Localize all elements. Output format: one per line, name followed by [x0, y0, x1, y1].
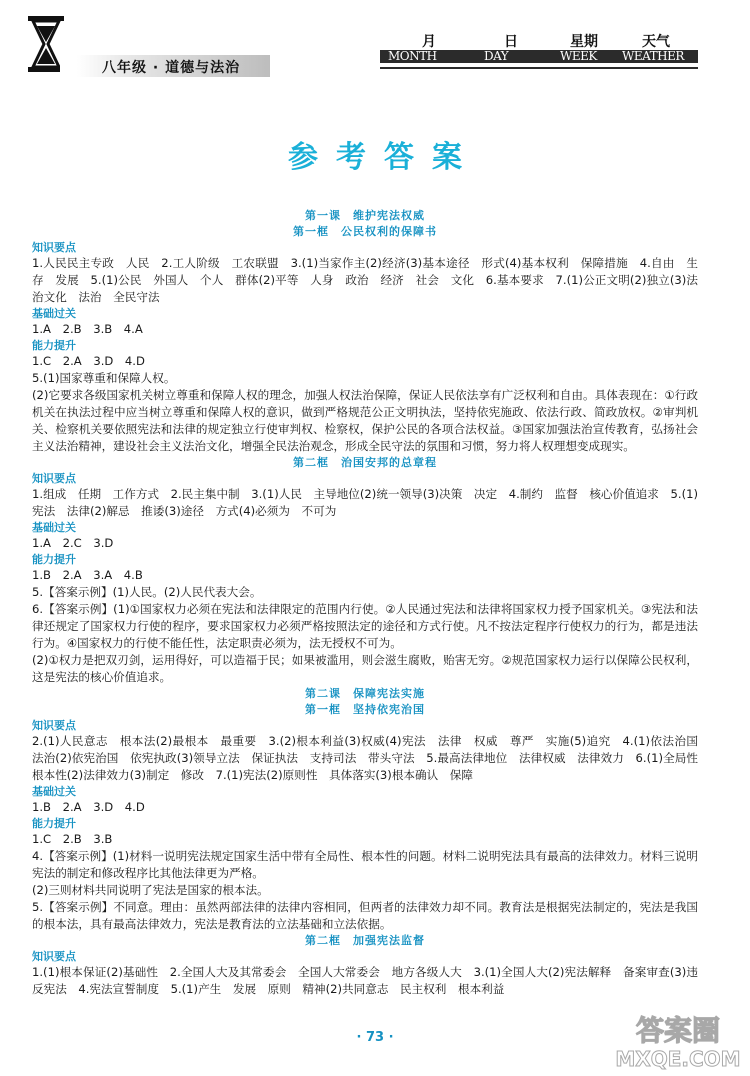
answer-content [32, 208, 710, 998]
frame-title: 第一框 公民权利的保障书 [293, 225, 437, 238]
lesson-title: 第二课 保障宪法实施 [305, 687, 425, 700]
answer-paragraph: 5.【答案示例】不同意。理由：虽然两部法律的法律内容相同，但两者的法律效力却不同。教育法是根据宪法制定的，宪法是我国的根本法，具有最高法律效力，宪法是教育法的立法基础和立法依据。 [32, 900, 698, 931]
week-label-en: WEEK [560, 50, 597, 63]
lesson-title: 第一课 维护宪法权威 [305, 209, 425, 222]
date-box [380, 50, 698, 63]
answer-paragraph: 1.A 2.B 3.B 4.A [32, 322, 143, 336]
section-heading: 基础过关 [32, 307, 76, 320]
page-header [0, 0, 750, 80]
weather-label-en: WEATHER [622, 50, 684, 63]
brand-title: 八年级 · 道德与法治 [102, 60, 241, 76]
section-heading: 能力提升 [32, 339, 76, 352]
answer-paragraph: 1.组成 任期 工作方式 2.民主集中制 3.(1)人民 主导地位(2)统一领导(3)决策 决定 4.制约 监督 核心价值追求 5.(1)宪法 法律(2)解忌 推诿(3)途径 方式(4)必须为 不可为 [32, 487, 698, 518]
answer-paragraph: 1.(1)根本保证(2)基础性 2.全国人大及其常委会 全国人大常委会 地方各级人大 3.(1)全国人大(2)宪法解释 备案审查(3)违反宪法 4.宪法宣誓制度 5.(1)产生 发展 原则 精神(2)共同意志 民主权利 根本利益 [32, 965, 698, 996]
answer-paragraph: 1.C 2.B 3.B [32, 832, 113, 846]
month-label-en: MONTH [388, 50, 437, 63]
day-label: 日 [504, 34, 518, 50]
answer-paragraph: 1.B 2.A 3.D 4.D [32, 800, 145, 814]
answer-paragraph: 1.B 2.A 3.A 4.B [32, 568, 143, 582]
frame-title: 第一框 坚持依宪治国 [305, 703, 425, 716]
frame-title: 第二框 治国安邦的总章程 [293, 456, 437, 469]
page-title: 参考答案 [288, 140, 480, 175]
answer-paragraph: 5.【答案示例】(1)人民。(2)人民代表大会。 [32, 585, 262, 599]
date-underline [380, 67, 698, 69]
section-heading: 知识要点 [32, 472, 76, 485]
weather-label: 天气 [642, 34, 670, 50]
answer-paragraph: 4.【答案示例】(1)材料一说明宪法规定国家生活中带有全局性、根本性的问题。材料二说明宪法具有最高的法律效力。材料三说明宪法的制定和修改程序比其他法律更为严格。 [32, 849, 698, 880]
answer-paragraph: 1.A 2.C 3.D [32, 536, 114, 550]
answer-paragraph: (2)三则材料共同说明了宪法是国家的根本法。 [32, 883, 269, 897]
answer-paragraph: 6.【答案示例】(1)①国家权力必须在宪法和法律限定的范围内行使。②人民通过宪法和法律将国家权力授予国家机关。③宪法和法律还规定了国家权力行使的程序，要求国家权力必须严格按照法定的途径和方式行使。凡不按法定程序行使权力的行为，都是违法行为。④国家权力的行使不能任性，法定职责必须为，法无授权不可为。 [32, 602, 698, 650]
section-heading: 知识要点 [32, 241, 76, 254]
section-heading: 基础过关 [32, 785, 76, 798]
watermark-logo [612, 1008, 744, 1072]
answer-paragraph: (2)它要求各级国家机关树立尊重和保障人权的理念，加强人权法治保障，保证人民依法享有广泛权利和自由。具体表现在：①行政机关在执法过程中应当树立尊重和保障人权的意识，做到严格规范公正文明执法，坚持依宪施政、依法行政、简政放权。②审判机关、检察机关要依照宪法和法律的规定独立行使审判权、检察权，保护公民的各项合法权益。③国家加强法治宣传教育，弘扬社会主义法治精神，建设社会主义法治文化，增强全民法治观念，形成全民守法的氛围和习惯，努力将人权理想变成现实。 [32, 388, 698, 453]
day-label-en: DAY [484, 50, 509, 63]
frame-title: 第二框 加强宪法监督 [305, 934, 425, 947]
watermark-text: 答案圈 [635, 1014, 721, 1047]
section-heading: 知识要点 [32, 719, 76, 732]
answer-paragraph: (2)①权力是把双刃剑，运用得好，可以造福于民；如果被滥用，则会滋生腐败，贻害无穷。②规范国家权力运行以保障公民权利，这是宪法的核心价值追求。 [32, 653, 698, 684]
date-labels [380, 31, 700, 51]
page-number: · 73 · [356, 1030, 394, 1045]
month-label: 月 [422, 34, 436, 50]
section-heading: 基础过关 [32, 521, 76, 534]
answer-paragraph: 1.人民民主专政 人民 2.工人阶级 工农联盟 3.(1)当家作主(2)经济(3)基本途径 形式(4)基本权利 保障措施 4.自由 生存 发展 5.(1)公民 外国人 个人 群体(2)平等 人身 政治 经济 社会 文化 6.基本要求 7.(1)公正文明(2)独立(3)法治文化 法治 全民守法 [32, 256, 698, 304]
watermark-url: MXQE.COM [615, 1047, 741, 1071]
section-heading: 能力提升 [32, 553, 76, 566]
section-heading: 知识要点 [32, 950, 76, 963]
section-heading: 能力提升 [32, 817, 76, 830]
answer-paragraph: 2.(1)人民意志 根本法(2)最根本 最重要 3.(2)根本利益(3)权威(4)宪法 法律 权威 尊严 实施(5)追究 4.(1)依法治国 法治(2)依宪治国 依宪执政(3)领导立法 保证执法 支持司法 带头守法 5.最高法律地位 法律权威 法律效力 6.(1)全局性 根本性(2)法律效力(3)制定 修改 7.(1)宪法(2)原则性 具体落实(3)根本确认 保障 [32, 734, 710, 782]
answer-paragraph: 5.(1)国家尊重和保障人权。 [32, 371, 176, 385]
week-label: 星期 [570, 34, 598, 50]
answer-paragraph: 1.C 2.A 3.D 4.D [32, 354, 145, 368]
